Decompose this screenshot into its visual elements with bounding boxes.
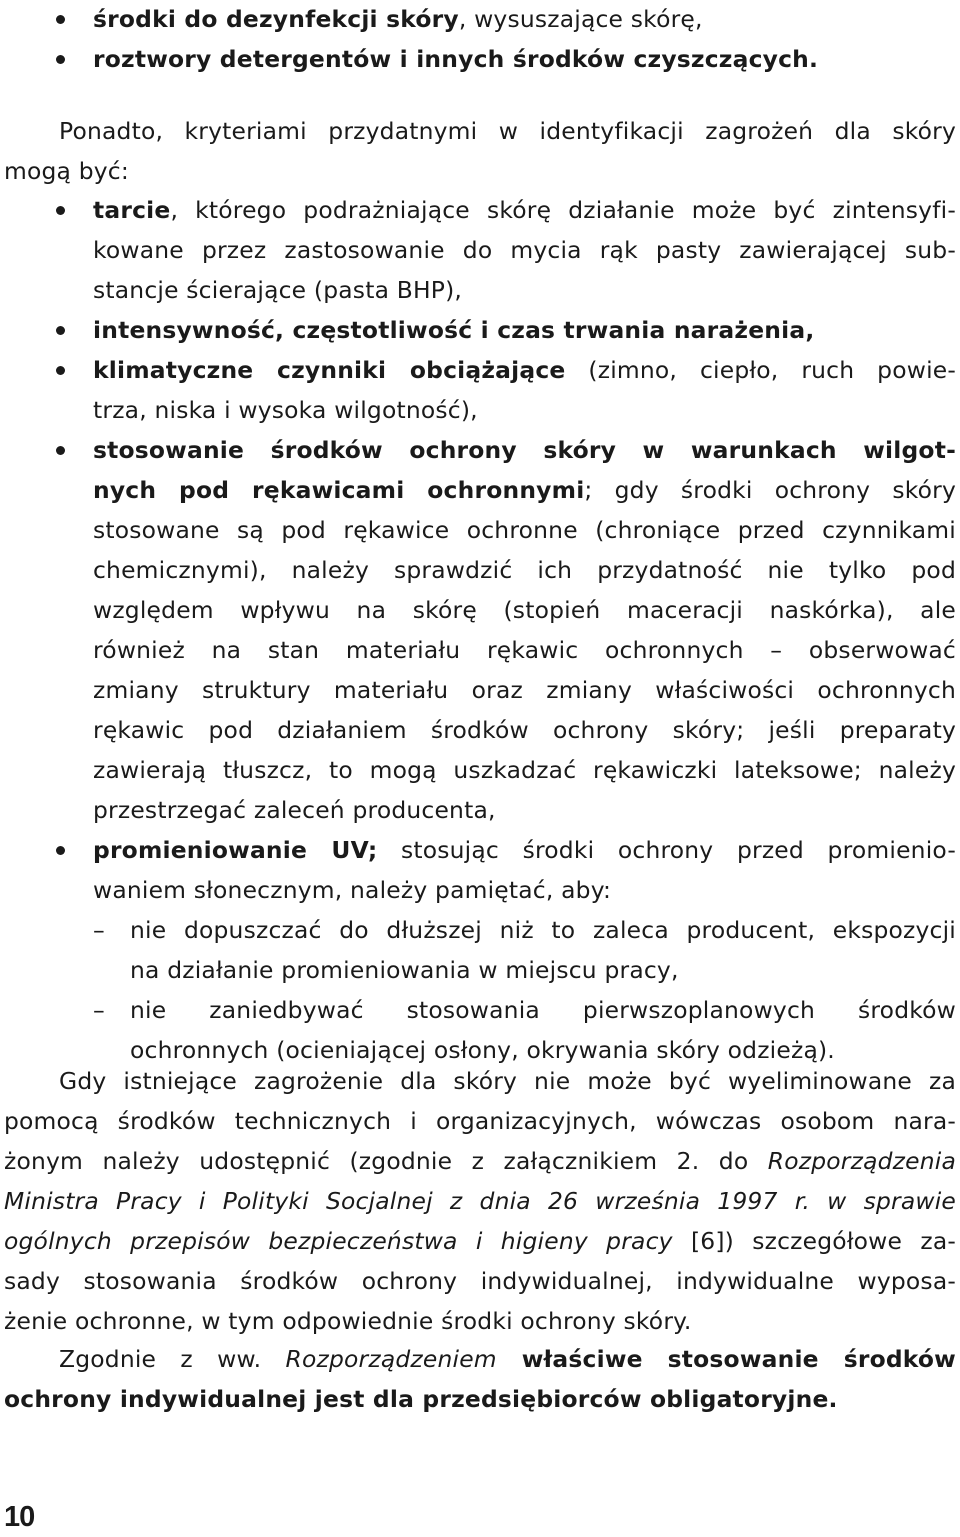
dash-item — [0, 910, 960, 990]
emphasis-text: właściwe stosowanie środków — [496, 1345, 956, 1373]
list-item-uv — [0, 830, 960, 910]
paragraph-line — [0, 1141, 960, 1181]
item-bold: stosowanie środków ochrony skóry w warunkach wilgot- — [93, 436, 956, 464]
top-bullet-list — [0, 0, 960, 79]
item-text: nie zaniedbywać stosowania pierwszoplanowych środków — [130, 996, 956, 1024]
item-text: (zimno, ciepło, ruch powie- — [565, 356, 956, 384]
list-item-tarcie — [0, 190, 960, 310]
item-bold: tarcie — [93, 196, 171, 224]
item-text: przestrzegać zaleceń producenta, — [93, 796, 496, 824]
item-text: względem wpływu na skórę (stopień maceracji naskórka), ale — [93, 596, 956, 624]
item-text: stosowane są pod rękawice ochronne (chroniące przed czynnikami — [93, 516, 956, 544]
item-text: , którego podrażniające skórę działanie może być zintensyfi- — [170, 196, 956, 224]
item-bold: klimatyczne czynniki obciążające — [93, 356, 566, 384]
dash-icon: – — [93, 996, 105, 1024]
paragraph-line — [0, 1339, 960, 1379]
item-text: rękawic pod działaniem środków ochrony skóry; jeśli preparaty — [93, 716, 956, 744]
bullet-icon — [56, 366, 65, 375]
item-text: kowane przez zastosowanie do mycia rąk pasty zawierającej sub- — [93, 236, 956, 264]
paragraph-line — [0, 1221, 960, 1261]
item-text: waniem słonecznym, należy pamiętać, aby: — [93, 876, 612, 904]
citation-text: Rozporządzeniem — [285, 1345, 497, 1373]
item-text: , wysuszające skórę, — [458, 5, 703, 33]
item-text: ochronnych (ocieniającej osłony, okrywania skóry odzieżą). — [130, 1036, 835, 1064]
paragraph-line: sady stosowania środków ochrony indywidualnej, indywidualne wyposa- — [4, 1267, 956, 1295]
paragraph-line: Gdy istniejące zagrożenie dla skóry nie może być wyeliminowane za — [59, 1067, 956, 1095]
list-item-klimat — [0, 350, 960, 430]
list-item-stosowanie — [0, 430, 960, 830]
item-bold: intensywność, częstotliwość i czas trwania narażenia, — [93, 316, 815, 344]
paragraph-text: [6]) szczegółowe za- — [672, 1227, 957, 1255]
list-item — [0, 0, 960, 39]
item-text: stosując środki ochrony przed promienio- — [377, 836, 956, 864]
dash-item — [0, 990, 960, 1070]
item-bold: promieniowanie UV; — [93, 836, 378, 864]
bullet-icon — [56, 206, 65, 215]
paragraph-2 — [0, 1061, 960, 1341]
item-text: zawierają tłuszcz, to mogą uszkadzać rękawiczki lateksowe; należy — [93, 756, 956, 784]
item-text: chemicznymi), należy sprawdzić ich przydatność nie tylko pod — [93, 556, 956, 584]
dash-icon: – — [93, 916, 105, 944]
item-bold: roztwory detergentów i innych środków czyszczących. — [93, 45, 819, 73]
item-text: ; gdy środki ochrony skóry — [584, 476, 956, 504]
bullet-icon — [56, 446, 65, 455]
item-text: zmiany struktury materiału oraz zmiany właściwości ochronnych — [93, 676, 956, 704]
item-text: na działanie promieniowania w miejscu pracy, — [130, 956, 679, 984]
paragraph-line: pomocą środków technicznych i organizacyjnych, wówczas osobom nara- — [4, 1107, 956, 1135]
bullet-icon — [56, 846, 65, 855]
intro-paragraph — [0, 111, 960, 191]
item-bold: nych pod rękawicami ochronnymi — [93, 476, 585, 504]
list-item — [0, 39, 960, 79]
citation-text: Ministra Pracy i Polityki Socjalnej z dnia 26 września 1997 r. w sprawie — [4, 1187, 956, 1215]
item-text: trza, niska i wysoka wilgotność), — [93, 396, 478, 424]
bullet-icon — [56, 326, 65, 335]
emphasis-text: ochrony indywidualnej jest dla przedsiębiorców obligatoryjne. — [4, 1385, 838, 1413]
intro-line-1: Ponadto, kryteriami przydatnymi w identyfikacji zagrożeń dla skóry — [59, 117, 956, 145]
paragraph-3 — [0, 1339, 960, 1419]
item-text: również na stan materiału rękawic ochronnych – obserwować — [93, 636, 956, 664]
item-bold: środki do dezynfekcji skóry — [93, 5, 459, 33]
intro-line-2: mogą być: — [4, 157, 129, 185]
item-text: stancje ścierające (pasta BHP), — [93, 276, 463, 304]
paragraph-line — [0, 1181, 960, 1221]
page-number: 10 — [4, 1501, 35, 1533]
paragraph-line: żenie ochronne, w tym odpowiednie środki ochrony skóry. — [4, 1307, 692, 1335]
paragraph-line — [0, 1379, 960, 1419]
bullet-icon — [56, 55, 65, 64]
criteria-list — [0, 190, 960, 1070]
paragraph-text: żonym należy udostępnić (zgodnie z załącznikiem 2. do — [4, 1147, 768, 1175]
paragraph-text: Zgodnie z ww. — [59, 1345, 286, 1373]
citation-text: ogólnych przepisów bezpieczeństwa i higieny pracy — [4, 1227, 673, 1255]
list-item-intensywnosc — [0, 310, 960, 350]
bullet-icon — [56, 15, 65, 24]
citation-text: Rozporządzenia — [767, 1147, 956, 1175]
item-text: nie dopuszczać do dłuższej niż to zaleca producent, ekspozycji — [130, 916, 956, 944]
